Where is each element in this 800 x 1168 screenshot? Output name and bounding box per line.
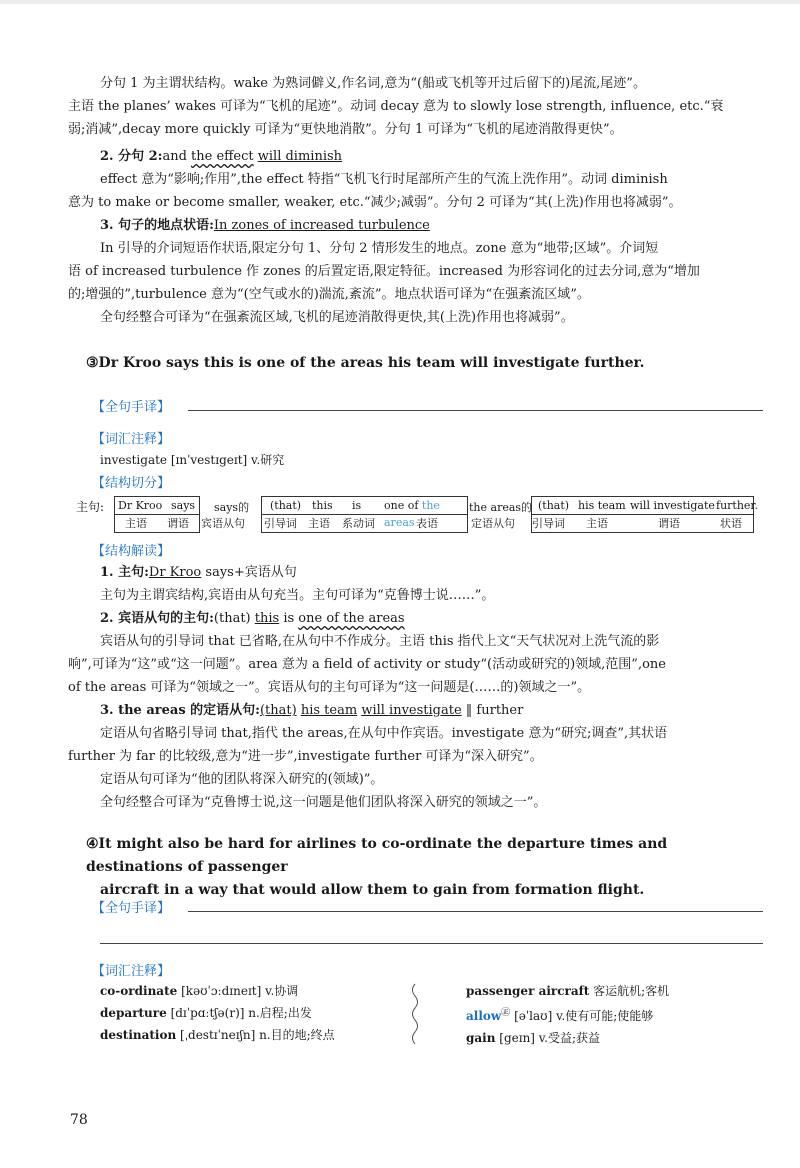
key-word-mark-icon: ㊣ — [501, 1008, 511, 1018]
analysis-1-heading: 1. 主句:Dr Kroo says+宾语从句 — [100, 565, 297, 580]
tag-analysis-3: 【结构解读】 — [92, 544, 171, 559]
para1-line2: 主语 the planes’ wakes 可译为“飞机的尾迹”。动词 decay 意为 to slowly lose strength, influence, etc.“衰 — [68, 99, 724, 114]
para2: effect 意为“影响;作用”,the effect 特指“飞机飞行时尾部所产生的气流上洗作用”。动词 diminish 意为 to make or become smaller, weaker, etc.“减少;减弱”。分句 2 可译为“其(上洗)作用也将减弱”。 — [68, 172, 682, 210]
vocab-passenger-aircraft: passenger aircraft 客运航机;客机 — [466, 984, 670, 998]
para1-line3: 弱;消减”,decay more quickly 可译为“更快地消散”。分句 1 可译为“飞机的尾迹消散得更快”。 — [68, 122, 623, 137]
tag-translate-4: 【全句手译】 — [92, 901, 171, 916]
sentence3-heading: ③Dr Kroo says this is one of the areas his team will investigate further. — [86, 355, 645, 371]
vocab-departure: departure [dɪˈpɑːtʃə(r)] n.启程;出发 — [100, 1006, 312, 1020]
vocab-left-column — [100, 980, 335, 1046]
vocab-allow: allow㊣ [əˈlaʊ] v.使有可能;使能够 — [466, 1008, 654, 1023]
vocab-coordinate: co-ordinate [kəʊˈɔːdɪneɪt] v.协调 — [100, 984, 299, 998]
heading-adverbial: 3. 句子的地点状语:In zones of increased turbulence — [100, 218, 430, 233]
analysis-3-text: 定语从句省略引导词 that,指代 the areas,在从句中作宾语。investigate 意为“研究;调查”,其状语 further 为 far 的比较级,意为“进一步”,investigate further 可译为“深入研究”。 定语从句可译为“他的团队将深入研究的(领域)”。 全句经整合可译为“克鲁博士说,这一问题是他们团队将深入研究的领域之一”。 — [68, 726, 668, 810]
vocab-destination: destination [ˌdestɪˈneɪʃn] n.目的地;终点 — [100, 1028, 335, 1042]
vocab-investigate: investigate [ɪnˈvestɪgeɪt] v.研究 — [100, 453, 285, 467]
para1-line1: 分句 1 为主谓状结构。wake 为熟词僻义,作名词,意为“(船或飞机等开过后留下的)尾流,尾迹”。 — [100, 76, 646, 91]
tag-vocab-3: 【词汇注释】 — [92, 432, 171, 447]
box-main-clause: Dr Kroo says — [114, 496, 200, 515]
vocab-right-column — [466, 980, 669, 1049]
vocab-gain: gain [geɪn] v.受益;获益 — [466, 1031, 601, 1045]
analysis-1-text: 主句为主谓宾结构,宾语由从句充当。主句可译为“克鲁博士说……”。 — [100, 588, 495, 603]
analysis-2-heading: 2. 宾语从句的主句:(that) this is one of the areas — [100, 611, 405, 626]
heading-clause2: 2. 分句 2:and the effect will diminish — [100, 149, 343, 164]
sentence4-heading: ④It might also be hard for airlines to co-ordinate the departure times and destinations of passenger aircraft in a way that would allow them to gain from formation flight. — [86, 836, 668, 898]
box-attributive-clause: (that) his team will investigate further. — [531, 496, 754, 514]
translation-line-4a[interactable] — [188, 911, 763, 912]
analysis-3-heading: 3. the areas 的定语从句:(that) his team will investigate ‖ further — [100, 703, 524, 718]
tag-vocab-4: 【词汇注释】 — [92, 964, 171, 979]
analysis-2-text: 宾语从句的引导词 that 已省略,在从句中不作成分。主语 this 指代上文“天气状况对上洗气流的影 响”,可译为“这”或“这一问题”。area 意为 a field of activity or study“(活动或研究的)领域,范围”,one of the areas 可译为“领域之一”。宾语从句的主句可译为“这一问题是(……的)领域之一”。 — [68, 634, 666, 695]
para3: In 引导的介词短语作状语,限定分句 1、分句 2 情形发生的地点。zone 意为“地带;区域”。介词短 语 of increased turbulence 作 zones 的后置定语,限定特征。increased 为形容词化的过去分词,意为“增加 的;增强的”,turbulence 意为“(空气或水的)湍流,紊流”。地点状语可译为“在强紊流区域”。 全句经整合可译为“在强紊流区域,飞机的尾迹消散得更快,其(上洗)作用也将减弱”。 — [68, 241, 700, 325]
binding-divider-icon — [408, 982, 422, 1046]
tag-translate-3: 【全句手译】 — [92, 400, 171, 415]
box-object-clause: (that) this is one of the areas — [261, 496, 468, 514]
page-number: 78 — [70, 1112, 88, 1128]
translation-line-3[interactable] — [188, 410, 763, 411]
para1 — [68, 72, 768, 141]
translation-line-4b[interactable] — [100, 943, 763, 944]
top-edge — [0, 0, 800, 4]
tag-structure-3: 【结构切分】 — [92, 476, 171, 491]
